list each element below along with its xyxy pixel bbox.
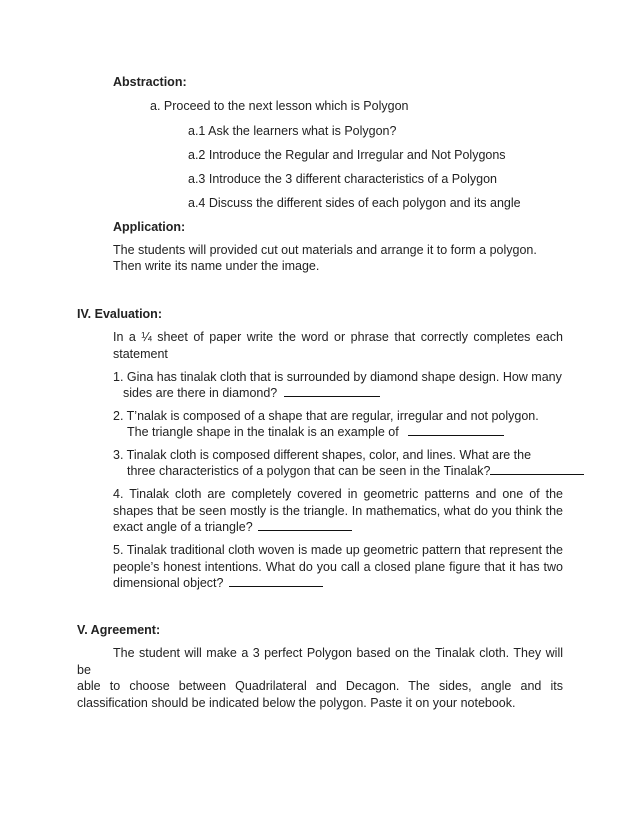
answer-blank-4[interactable] — [258, 519, 352, 531]
question-2-line-2 — [127, 424, 504, 440]
answer-blank-1[interactable] — [284, 385, 380, 397]
question-5-text: dimensional object? — [113, 576, 224, 590]
agreement-paragraph — [77, 645, 563, 711]
evaluation-heading: IV. Evaluation: — [77, 307, 162, 321]
abstraction-subitem-4: a.4 Discuss the different sides of each polygon and its angle — [188, 196, 521, 210]
question-4-line-3 — [113, 519, 563, 536]
abstraction-subitem-2: a.2 Introduce the Regular and Irregular and Not Polygons — [188, 148, 506, 162]
question-1-line-1: 1. Gina has tinalak cloth that is surrounded by diamond shape design. How many — [113, 370, 562, 384]
answer-blank-5[interactable] — [229, 575, 323, 587]
question-5-line-1: 5. Tinalak traditional cloth woven is made up geometric pattern that represent the — [113, 543, 563, 557]
evaluation-intro-line-2: statement — [113, 346, 168, 361]
answer-blank-3[interactable] — [490, 463, 584, 475]
question-4-line-2: shapes that be seen mostly is the triangle. In mathematics, what do you think the — [113, 503, 563, 518]
question-3-line-2 — [127, 463, 584, 479]
application-line-1: The students will provided cut out materials and arrange it to form a polygon. — [113, 243, 537, 257]
application-heading: Application: — [113, 220, 186, 234]
question-4 — [113, 486, 563, 536]
question-1-text: sides are there in diamond? — [123, 386, 278, 400]
abstraction-heading: Abstraction: — [113, 75, 187, 89]
agreement-line-2: able to choose between Quadrilateral and Decagon. The sides, angle and its — [77, 679, 563, 693]
question-2-line-1: 2. T’nalak is composed of a shape that are regular, irregular and not polygon. — [113, 409, 539, 423]
answer-blank-2[interactable] — [408, 424, 504, 436]
question-5-line-2: people’s honest intentions. What do you call a closed plane figure that it has two — [113, 559, 563, 574]
question-2-text: The triangle shape in the tinalak is an example of — [127, 425, 399, 439]
question-5 — [113, 542, 563, 592]
agreement-line-3: classification should be indicated below the polygon. Paste it on your notebook. — [77, 695, 516, 710]
abstraction-subitem-1: a.1 Ask the learners what is Polygon? — [188, 124, 397, 138]
abstraction-item-a: a. Proceed to the next lesson which is Polygon — [150, 99, 409, 113]
question-1-line-2 — [123, 385, 380, 401]
question-3-line-1: 3. Tinalak cloth is composed different shapes, color, and lines. What are the — [113, 448, 532, 462]
question-5-line-3 — [113, 575, 563, 592]
question-3-text: three characteristics of a polygon that can be seen in the Tinalak? — [127, 464, 491, 478]
evaluation-intro — [113, 329, 563, 362]
evaluation-intro-line-1: In a ¼ sheet of paper write the word or phrase that correctly completes each — [113, 330, 563, 344]
application-line-2: Then write its name under the image. — [113, 259, 320, 273]
agreement-line-1: The student will make a 3 perfect Polygon based on the Tinalak cloth. They will be — [77, 646, 563, 677]
abstraction-subitem-3: a.3 Introduce the 3 different characteristics of a Polygon — [188, 172, 497, 186]
question-4-line-1: 4. Tinalak cloth are completely covered in geometric patterns and one of the — [113, 487, 563, 501]
agreement-heading: V. Agreement: — [77, 623, 161, 637]
question-4-text: exact angle of a triangle? — [113, 520, 253, 534]
